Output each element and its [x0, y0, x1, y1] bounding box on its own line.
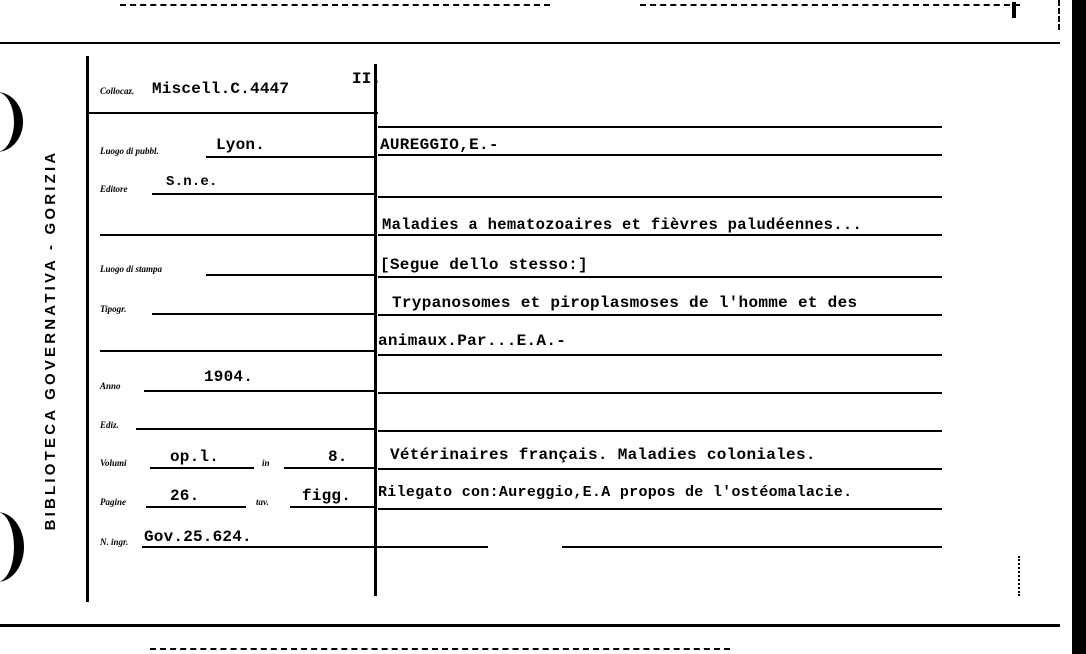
center-vertical-rule [374, 64, 377, 596]
rule-ediz [136, 428, 374, 430]
label-ediz: Ediz. [100, 420, 119, 430]
left-binding-arc-bottom [0, 512, 24, 582]
bottom-edge-dash [150, 648, 730, 652]
value-collocazione: Miscell.C.4447 [152, 80, 290, 98]
rule-r1 [378, 126, 942, 128]
label-in: in [262, 458, 270, 468]
rule-r3 [378, 196, 942, 198]
rule-tav [290, 506, 374, 508]
label-editore: Editore [100, 184, 128, 194]
rule-r7 [378, 354, 942, 356]
value-editore: S.n.e. [166, 174, 218, 190]
rule-tipogr [152, 313, 374, 315]
bottom-edge-line [0, 624, 1060, 627]
value-collocazione-suffix: II. [352, 70, 382, 88]
entry-title-line: Maladies a hematozoaires et fièvres paludéennes... [382, 216, 863, 234]
entry-subtitle-line2: animaux.Par...E.A.- [378, 332, 567, 350]
label-n-ingr: N. ingr. [100, 537, 129, 547]
right-edge-bar [1072, 0, 1086, 654]
rule-r5 [378, 276, 942, 278]
rule-stampa [206, 274, 374, 276]
label-tav: tav. [256, 497, 269, 507]
side-library-label: BIBLIOTECA GOVERNATIVA - GORIZIA [42, 149, 59, 531]
value-luogo-pubbl: Lyon. [216, 136, 266, 154]
right-dotted-mark [1018, 556, 1022, 596]
label-anno: Anno [100, 381, 121, 391]
entry-subtitle-line1: Trypanosomes et piroplasmoses de l'homme et des [392, 294, 858, 312]
value-n-ingr: Gov.25.624. [144, 528, 252, 546]
right-edge-dashes [1058, 0, 1062, 30]
rule-anno [144, 390, 374, 392]
left-binding-arc-top [0, 92, 23, 152]
value-tav: figg. [302, 487, 352, 505]
label-collocazione: Collocaz. [100, 86, 135, 96]
rule-volumi [150, 467, 254, 469]
entry-bracket-note: [Segue dello stesso:] [380, 256, 588, 274]
rule-collocaz [88, 112, 378, 114]
rule-in [284, 467, 374, 469]
top-edge-dash-right [640, 4, 1020, 8]
entry-series: Vétérinaires français. Maladies coloniales. [390, 446, 816, 464]
rule-pagine [146, 506, 246, 508]
label-volumi: Volumi [100, 458, 127, 468]
rule-blank1 [100, 234, 374, 236]
label-tipogr: Tipogr. [100, 304, 127, 314]
rule-r9 [378, 430, 942, 432]
rule-r4 [378, 234, 942, 236]
rule-r2 [378, 154, 942, 156]
rule-r8 [378, 392, 942, 394]
rule-ningr [142, 546, 488, 548]
label-pagine: Pagine [100, 497, 126, 507]
top-edge-dash [120, 4, 550, 8]
value-anno: 1904. [204, 368, 254, 386]
top-right-mark [1012, 2, 1016, 18]
top-edge-line [0, 42, 1060, 44]
rule-r12 [562, 546, 942, 548]
rule-editore [152, 193, 374, 195]
label-luogo-pubbl: Luogo di pubbl. [100, 146, 159, 156]
label-luogo-stampa: Luogo di stampa [100, 264, 163, 274]
rule-blank2 [100, 350, 374, 352]
entry-note: Rilegato con:Aureggio,E.A propos de l'ostéomalacie. [378, 484, 853, 501]
value-volumi: op.l. [170, 448, 220, 466]
rule-r11 [378, 508, 942, 510]
value-pagine: 26. [170, 487, 200, 505]
rule-luogo [206, 156, 374, 158]
rule-r10 [378, 468, 942, 470]
value-formato: 8. [328, 448, 348, 466]
left-vertical-rule [86, 56, 89, 602]
entry-author: AUREGGIO,E.- [380, 136, 499, 154]
rule-r6 [378, 314, 942, 316]
